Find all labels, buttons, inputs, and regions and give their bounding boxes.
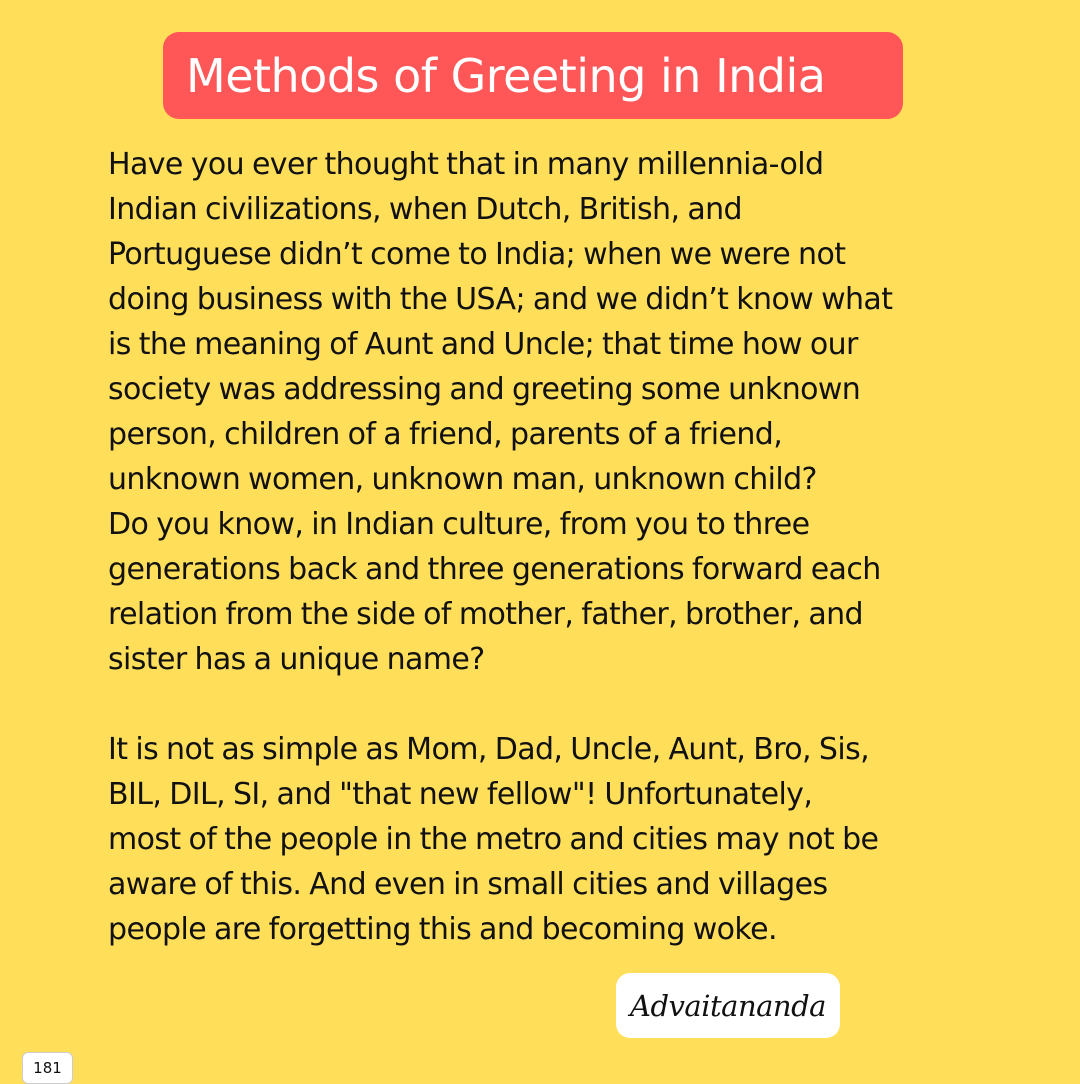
paragraph-1-line: sister has a unique name?: [108, 642, 485, 677]
paragraph-1-line: person, children of a friend, parents of a friend,: [108, 417, 783, 452]
body-text: [108, 142, 1008, 952]
page-number: 181: [22, 1052, 73, 1084]
paragraph-2-line: It is not as simple as Mom, Dad, Uncle, Aunt, Bro, Sis,: [108, 732, 870, 767]
paragraph-2-line: aware of this. And even in small cities and villages: [108, 867, 828, 902]
paragraph-1-line: society was addressing and greeting some unknown: [108, 372, 861, 407]
paragraph-2-line: BIL, DIL, SI, and "that new fellow"! Unfortunately,: [108, 777, 813, 812]
paragraph-1-line: doing business with the USA; and we didn’t know what: [108, 282, 893, 317]
title-banner: [163, 32, 903, 119]
signature-badge: [616, 973, 840, 1038]
paragraph-1-line: Have you ever thought that in many millennia-old: [108, 147, 824, 182]
paragraph-1-line: Portuguese didn’t come to India; when we were not: [108, 237, 846, 272]
paragraph-2-line: people are forgetting this and becoming woke.: [108, 912, 777, 947]
paragraph-2-line: most of the people in the metro and cities may not be: [108, 822, 879, 857]
page-title: Methods of Greeting in India: [186, 48, 826, 103]
paragraph-1-line: generations back and three generations forward each: [108, 552, 881, 587]
paragraph-1-line: Do you know, in Indian culture, from you to three: [108, 507, 810, 542]
paragraph-1-line: Indian civilizations, when Dutch, British, and: [108, 192, 742, 227]
paragraph-1-line: is the meaning of Aunt and Uncle; that time how our: [108, 327, 858, 362]
paragraph-gap: [108, 682, 1008, 727]
paragraph-1-line: relation from the side of mother, father, brother, and: [108, 597, 863, 632]
paragraph-1-line: unknown women, unknown man, unknown child?: [108, 462, 817, 497]
author-signature: Advaitananda: [630, 988, 826, 1023]
